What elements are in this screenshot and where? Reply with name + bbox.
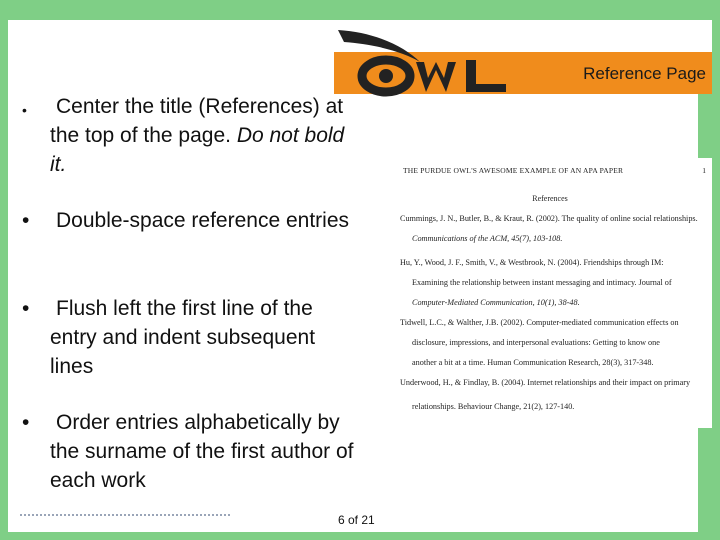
reference-line: Tidwell, L.C., & Walther, J.B. (2002). Computer-mediated communication effects on	[400, 318, 679, 327]
paper-page-number: 1	[702, 166, 706, 175]
slide-title: Reference Page	[583, 64, 706, 83]
bullet-order-entries	[22, 408, 362, 495]
bullet-icon: •	[22, 297, 30, 320]
bullet-center-title	[22, 92, 362, 179]
bullet-icon: •	[22, 209, 30, 232]
reference-line: Computer-Mediated Communication, 10(1), 38-48.	[412, 298, 580, 307]
bullet-flush-left	[22, 294, 362, 381]
reference-line: another a bit at a time. Human Communication Research, 28(3), 317-348.	[412, 358, 654, 367]
running-head: THE PURDUE OWL'S AWESOME EXAMPLE OF AN APA PAPER	[403, 166, 624, 175]
slide-canvas	[8, 8, 712, 532]
reference-line: disclosure, impressions, and interpersonal evaluations: Getting to know one	[412, 338, 660, 347]
reference-line: Cummings, J. N., Butler, B., & Kraut, R. (2002). The quality of online social relationships.	[400, 214, 698, 223]
references-heading: References	[532, 194, 568, 203]
bullet-text: Double-space reference entries	[56, 209, 349, 232]
slide-page-indicator: 6 of 21	[338, 513, 375, 527]
bullet-text: Center the title (References) at the top of the page.	[50, 95, 344, 147]
example-reference-page	[400, 158, 712, 428]
bullet-icon: •	[22, 102, 27, 118]
bullet-text: Order entries alphabetically by the surname of the first author of each work	[50, 411, 354, 492]
reference-line: Underwood, H., & Findlay, B. (2004). Internet relationships and their impact on primary	[400, 378, 691, 387]
reference-line: relationships. Behaviour Change, 21(2), 127-140.	[412, 402, 575, 411]
reference-line: Hu, Y., Wood, J. F., Smith, V., & Westbrook, N. (2004). Friendships through IM:	[400, 258, 664, 267]
bullet-text: Flush left the first line of the entry and indent subsequent lines	[50, 297, 316, 378]
bullet-emphasis: Do not bold it.	[50, 124, 345, 176]
owl-logo-icon	[334, 22, 534, 112]
bullet-double-space	[22, 206, 362, 235]
bullet-icon: •	[22, 411, 30, 434]
footer-rule	[20, 514, 230, 522]
reference-line: Communications of the ACM, 45(7), 103-108.	[412, 234, 563, 243]
reference-line: Examining the relationship between instant messaging and intimacy. Journal of	[412, 278, 672, 287]
top-border	[8, 8, 712, 20]
